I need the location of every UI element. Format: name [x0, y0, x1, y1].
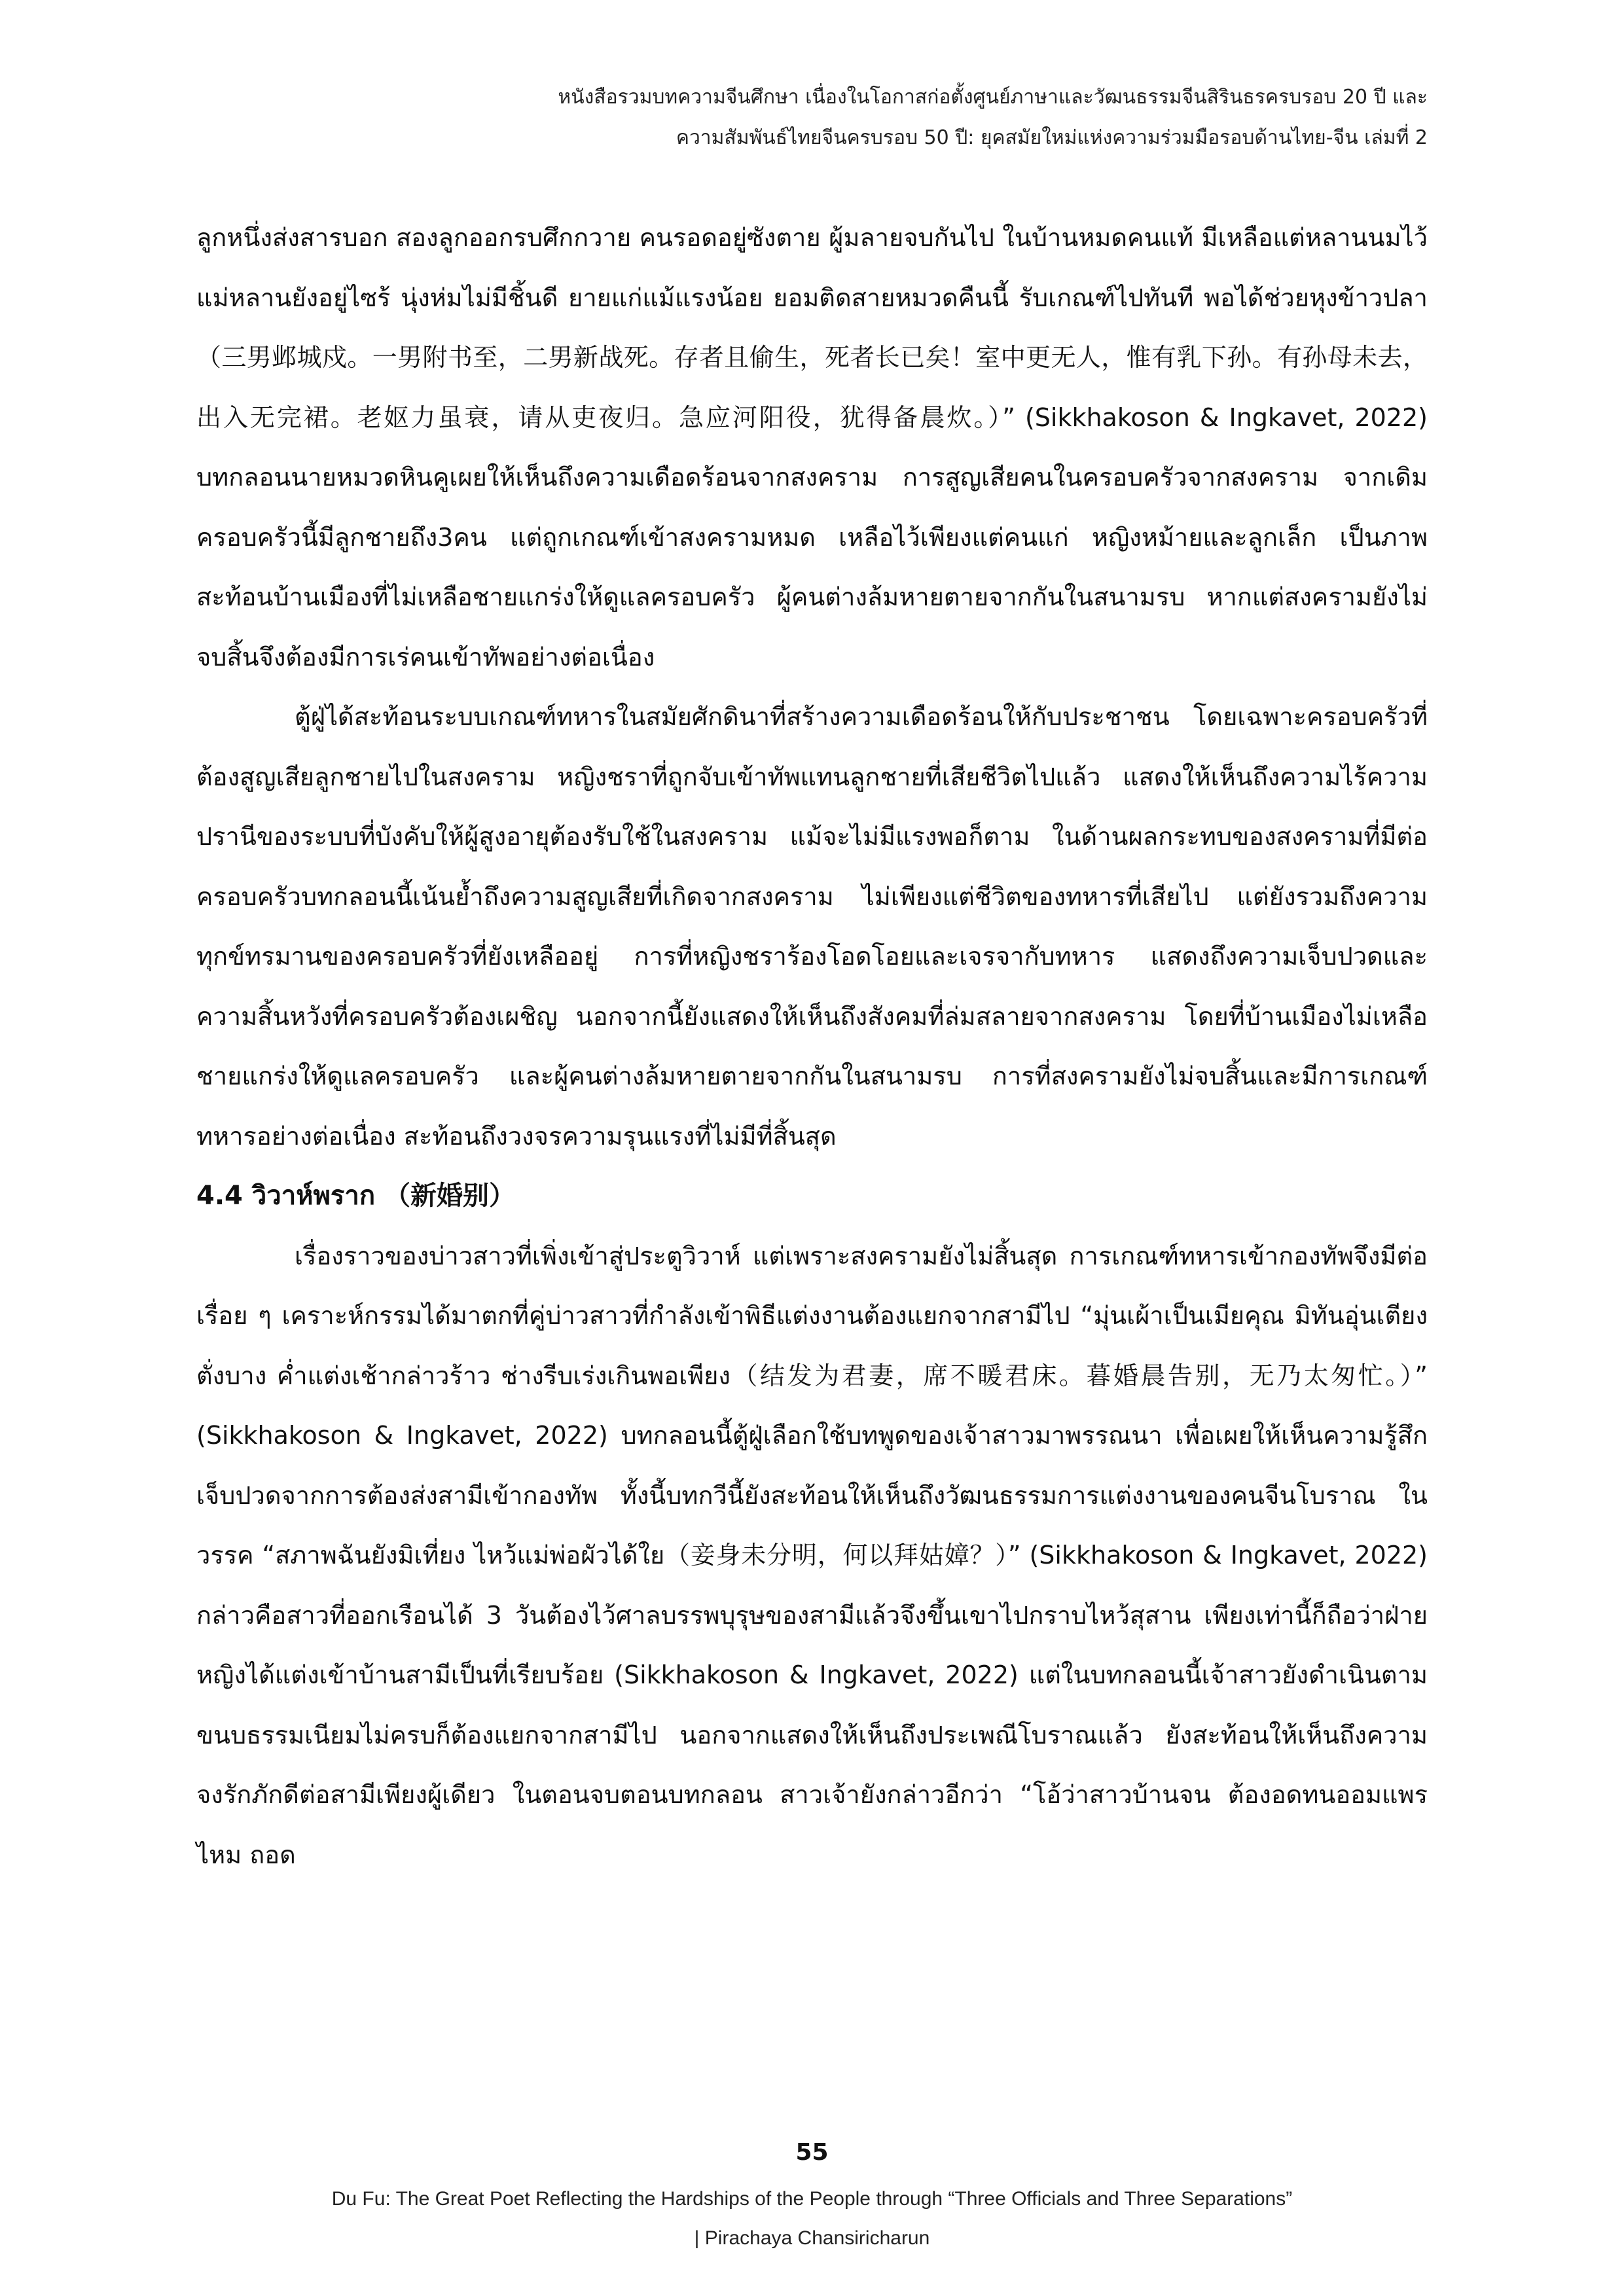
paragraph-3: เรื่องราวของบ่าวสาวที่เพิ่งเข้าสู่ประตูวิวาห์ แต่เพราะสงครามยังไม่สิ้นสุด การเกณฑ์ทหารเข้ากองทัพจึงมีต่อเรื่อย ๆ เคราะห์กรรมได้มาตกที่คู่บ่าวสาวที่กำลังเข้าพิธีแต่งงานต้องแยกจากสามีไป “มุ่นเผ้าเป็นเมียคุณ มิทันอุ่นเตียงตั่งบาง ค่ำแต่งเช้ากล่าวร้าว ช่างรีบเร่งเกินพอเพียง（结发为君妻，席不暖君床。暮婚晨告别，无乃太匆忙。）” (Sikkhakoson & Ingkavet, 2022) บทกลอนนี้ตู้ฝู่เลือกใช้บทพูดของเจ้าสาวมาพรรณนา เพื่อเผยให้เห็นความรู้สึกเจ็บปวดจากการต้องส่งสามีเข้ากองทัพ ทั้งนี้บทกวีนี้ยังสะท้อนให้เห็นถึงวัฒนธรรมการแต่งงานของคนจีนโบราณ ในวรรค “สภาพฉันยังมิเที่ยง ไหว้แม่พ่อผัวได้ใย（妾身未分明，何以拜姑嫜？）” (Sikkhakoson & Ingkavet, 2022) กล่าวคือสาวที่ออกเรือนได้ 3 วันต้องไว้ศาลบรรพบุรุษของสามีแล้วจึงขึ้นเขาไปกราบไหว้สุสาน เพียงเท่านี้ก็ถือว่าฝ่ายหญิงได้แต่งเข้าบ้านสามีเป็นที่เรียบร้อย (Sikkhakoson & Ingkavet, 2022) แต่ในบทกลอนนี้เจ้าสาวยังดำเนินตามขนบธรรมเนียมไม่ครบก็ต้องแยกจากสามีไป นอกจากแสดงให้เห็นถึงประเพณีโบราณแล้ว ยังสะท้อนให้เห็นถึงความจงรักภักดีต่อสามีเพียงผู้เดียว ในตอนจบตอนบทกลอน สาวเจ้ายังกล่าวอีกว่า “โอ้ว่าสาวบ้านจน ต้องอดทนออมแพรไหม ถอด: [196, 1241, 1428, 1869]
section-heading: 4.4 วิวาห์พราก （新婚别）: [196, 1181, 515, 1211]
header-line-1: หนังสือรวมบทความจีนศึกษา เนื่องในโอกาสก่อตั้งศูนย์ภาษาและวัฒนธรรมจีนสิรินธรครบรอบ 20 ปี และ: [558, 86, 1428, 109]
footer-author-line: | Pirachaya Chansiricharun: [694, 2227, 930, 2249]
paragraph-2: ตู้ฝู่ได้สะท้อนระบบเกณฑ์ทหารในสมัยศักดินาที่สร้างความเดือดร้อนให้กับประชาชน โดยเฉพาะครอบครัวที่ต้องสูญเสียลูกชายไปในสงคราม หญิงชราที่ถูกจับเข้าทัพแทนลูกชายที่เสียชีวิตไปแล้ว แสดงให้เห็นถึงความไร้ความปรานีของระบบที่บังคับให้ผู้สูงอายุต้องรับใช้ในสงคราม แม้จะไม่มีแรงพอก็ตาม ในด้านผลกระทบของสงครามที่มีต่อครอบครัวบทกลอนนี้เน้นย้ำถึงความสูญเสียที่เกิดจากสงคราม ไม่เพียงแต่ชีวิตของทหารที่เสียไป แต่ยังรวมถึงความทุกข์ทรมานของครอบครัวที่ยังเหลืออยู่ การที่หญิงชราร้องโอดโอยและเจรจากับทหาร แสดงถึงความเจ็บปวดและความสิ้นหวังที่ครอบครัวต้องเผชิญ นอกจากนี้ยังแสดงให้เห็นถึงสังคมที่ล่มสลายจากสงคราม โดยที่บ้านเมืองไม่เหลือชายแกร่งให้ดูแลครอบครัว และผู้คนต่างล้มหายตายจากกันในสนามรบ การที่สงครามยังไม่จบสิ้นและมีการเกณฑ์ทหารอย่างต่อเนื่อง สะท้อนถึงวงจรความรุนแรงที่ไม่มีที่สิ้นสุด: [196, 702, 1428, 1151]
running-footer: [164, 2179, 1460, 2258]
header-line-2: ความสัมพันธ์ไทยจีนครบรอบ 50 ปี: ยุคสมัยใหม่แห่งความร่วมมือรอบด้านไทย-จีน เล่มที่ 2: [676, 126, 1428, 149]
running-header: [196, 77, 1428, 158]
footer-title-line: Du Fu: The Great Poet Reflecting the Hardships of the People through “Three Officials and Three Separations”: [331, 2188, 1293, 2210]
paragraph-1: ลูกหนึ่งส่งสารบอก สองลูกออกรบศึกกวาย คนรอดอยู่ซังตาย ผู้มลายจบกันไป ในบ้านหมดคนแท้ มีเหลือแต่หลานนมไว้ แม่หลานยังอยู่ไซร้ นุ่งห่มไม่มีชิ้นดี ยายแก่แม้แรงน้อย ยอมติดสายหมวดคืนนี้ รับเกณฑ์ไปทันที พอได้ช่วยหุงข้าวปลา（三男邺城戍。一男附书至，二男新战死。存者且偷生，死者长已矣！室中更无人，惟有乳下孙。有孙母未去，出入无完裙。老妪力虽衰，请从吏夜归。急应河阳役，犹得备晨炊。）” (Sikkhakoson & Ingkavet, 2022) บทกลอนนายหมวดหินคูเผยให้เห็นถึงความเดือดร้อนจากสงคราม การสูญเสียคนในครอบครัวจากสงคราม จากเดิมครอบครัวนี้มีลูกชายถึง3คน แต่ถูกเกณฑ์เข้าสงครามหมด เหลือไว้เพียงแต่คนแก่ หญิงหม้ายและลูกเล็ก เป็นภาพสะท้อนบ้านเมืองที่ไม่เหลือชายแกร่งให้ดูแลครอบครัว ผู้คนต่างล้มหายตายจากกันในสนามรบ หากแต่สงครามยังไม่จบสิ้นจึงต้องมีการเร่คนเข้าทัพอย่างต่อเนื่อง: [196, 223, 1428, 672]
body-text: [196, 208, 1428, 1885]
page-number: 55: [795, 2139, 829, 2166]
